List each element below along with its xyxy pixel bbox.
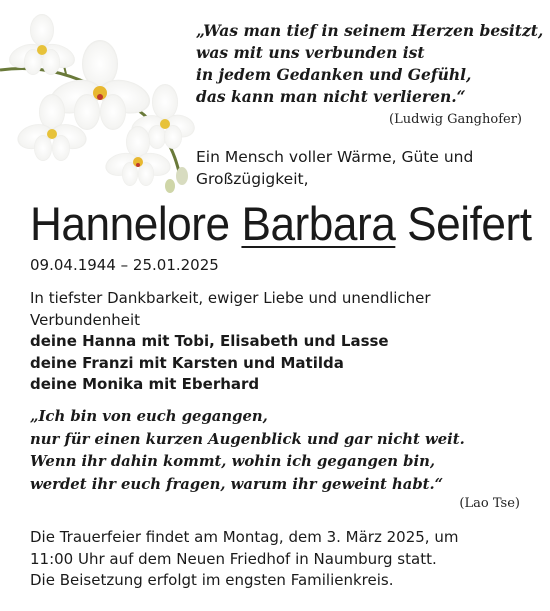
quote-line: in jedem Gedanken und Gefühl, [196, 65, 472, 84]
closing-quote [30, 406, 530, 496]
first-name: Hannelore [30, 197, 230, 250]
life-dates: 09.04.1944 – 25.01.2025 [30, 256, 219, 274]
intro-line: Großzügigkeit, [196, 170, 309, 188]
intro-text [196, 146, 526, 190]
quote-line: „Was man tief in seinem Herzen besitzt, [196, 21, 544, 40]
quote-line: Wenn ihr dahin kommt, wohin ich gegangen bin, [30, 453, 436, 470]
funeral-service-info [30, 527, 535, 592]
opening-quote [196, 20, 544, 108]
quote-line: das kann man nicht verlieren.“ [196, 87, 466, 106]
thanks-block [30, 288, 530, 396]
quote-author: (Ludwig Ganghofer) [389, 112, 522, 127]
service-line: Die Trauerfeier findet am Montag, dem 3. März 2025, um [30, 528, 459, 546]
family-line: deine Monika mit Eberhard [30, 375, 260, 393]
quote-line: „Ich bin von euch gegangen, [30, 408, 268, 425]
last-name: Seifert [407, 197, 532, 250]
white-orchid-icon [0, 8, 195, 193]
middle-name: Barbara [241, 197, 396, 250]
family-line: deine Franzi mit Karsten und Matilda [30, 353, 344, 372]
service-line: 11:00 Uhr auf dem Neuen Friedhof in Naumburg statt. [30, 549, 437, 568]
quote-line: nur für einen kurzen Augenblick und gar nicht weit. [30, 430, 465, 448]
intro-line: Ein Mensch voller Wärme, Güte und [196, 148, 474, 166]
quote-author: (Lao Tse) [459, 496, 520, 511]
thanks-line: In tiefster Dankbarkeit, ewiger Liebe und unendlicher [30, 289, 431, 307]
quote-line: was mit uns verbunden ist [196, 43, 425, 62]
family-line: deine Hanna mit Tobi, Elisabeth und Lasse [30, 332, 389, 350]
quote-line: werdet ihr euch fragen, warum ihr geweint habt.“ [30, 475, 444, 493]
deceased-name [30, 196, 532, 251]
service-line: Die Beisetzung erfolgt im engsten Familienkreis. [30, 571, 394, 589]
thanks-line: Verbundenheit [30, 310, 141, 329]
